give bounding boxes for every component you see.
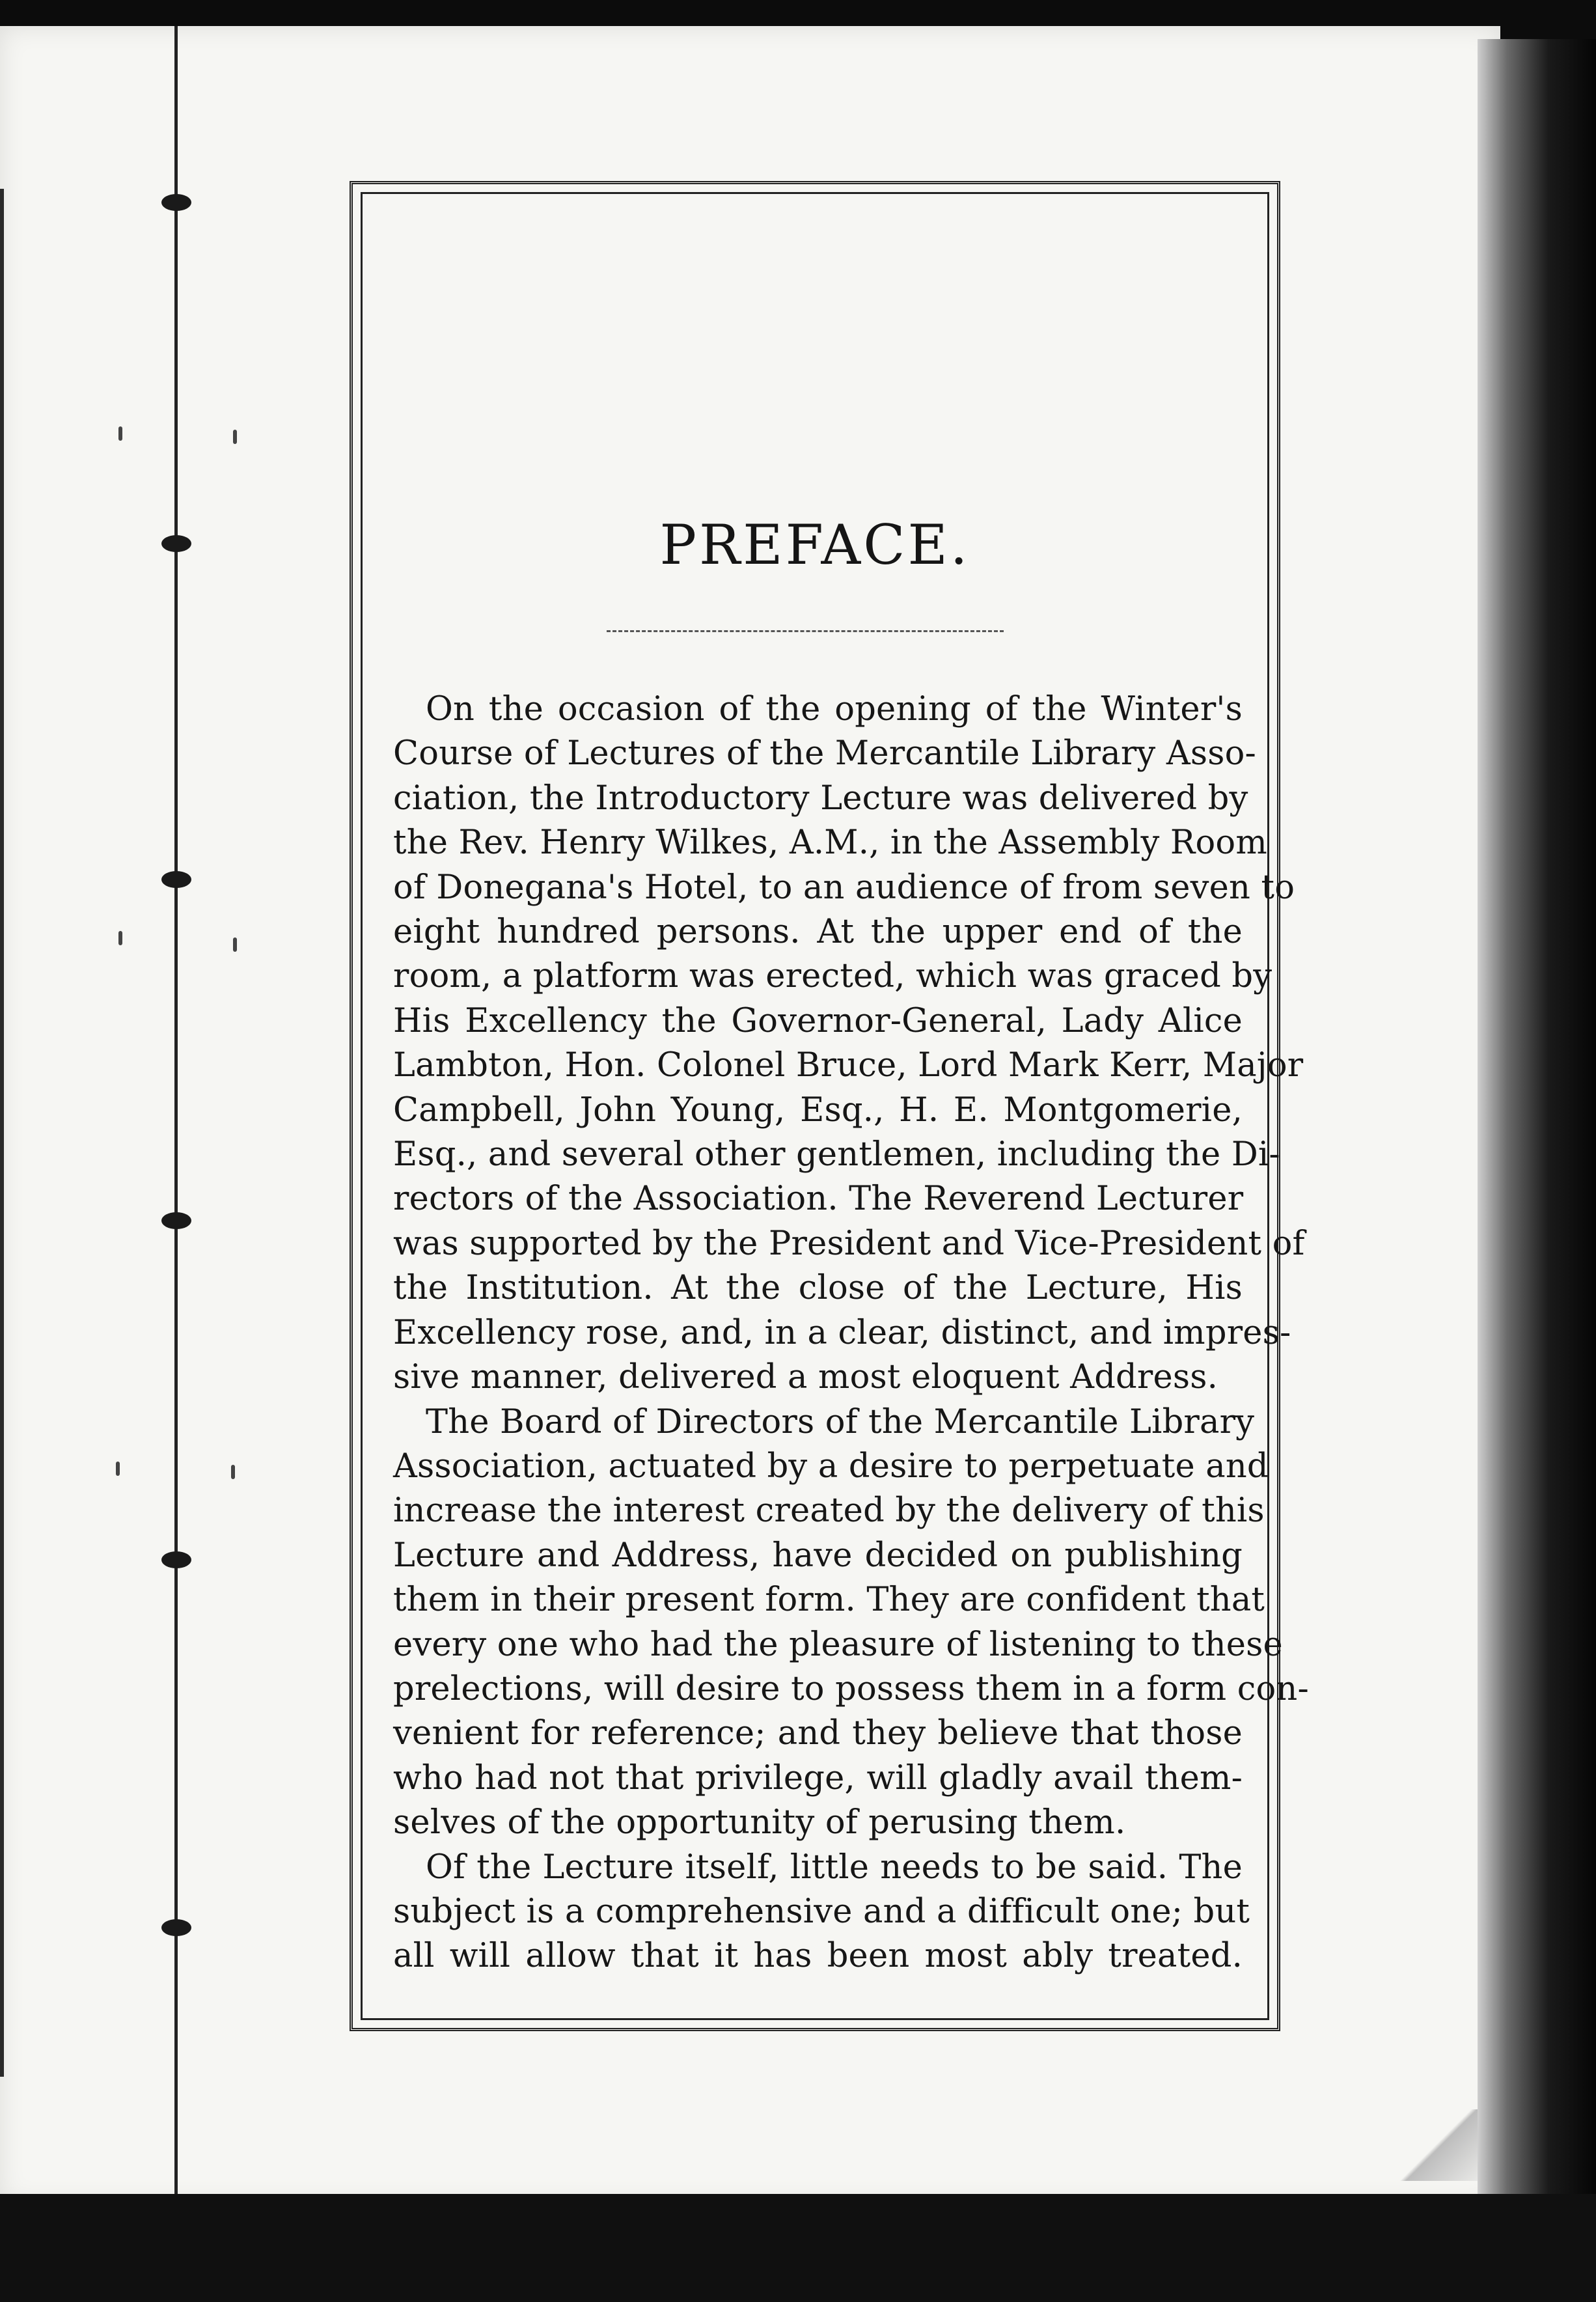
binding-stitch (161, 1551, 191, 1568)
text-line: Esq., and several other gentlemen, including the Di- (393, 1135, 1280, 1174)
text-line: rectors of the Association. The Reverend Lecturer (393, 1180, 1244, 1219)
scan-speck (118, 931, 122, 945)
text-line: room, a platform was erected, which was graced by (393, 957, 1273, 996)
scan-speck (118, 426, 122, 441)
text-line: all will allow that it has been most ably treated. (393, 1937, 1243, 1976)
binding-stitch (161, 535, 191, 552)
text-line: every one who had the pleasure of listening to these (393, 1625, 1283, 1664)
text-line: eight hundred persons. At the upper end of the (393, 913, 1243, 952)
text-line: Of the Lecture itself, little needs to be said. The (426, 1848, 1243, 1887)
text-line: the Rev. Henry Wilkes, A.M., in the Assembly Room (393, 824, 1267, 863)
page-bottom-shadow (0, 2194, 1596, 2302)
paragraph (393, 1400, 1309, 1846)
text-line: the Institution. At the close of the Lecture, His (393, 1269, 1243, 1308)
scan-speck (231, 1465, 235, 1479)
text-line: Course of Lectures of the Mercantile Library Asso- (393, 734, 1256, 773)
text-line: venient for reference; and they believe that those (393, 1714, 1243, 1753)
binding-line (174, 26, 178, 2194)
page-title: PREFACE. (659, 513, 970, 577)
text-line: of Donegana's Hotel, to an audience of from seven to (393, 868, 1295, 907)
paragraph (393, 687, 1305, 1400)
page-edge-shadow (1478, 39, 1596, 2207)
left-edge-line (0, 189, 4, 2077)
text-line: His Excellency the Governor-General, Lady Alice (393, 1001, 1243, 1040)
text-line: was supported by the President and Vice-President of (393, 1224, 1305, 1263)
binding-stitch (161, 871, 191, 888)
title-rule (607, 630, 1004, 632)
text-line: sive manner, delivered a most eloquent Address. (393, 1358, 1218, 1397)
binding-stitch (161, 194, 191, 211)
text-frame (350, 181, 1309, 2031)
text-line: subject is a comprehensive and a difficult one; but (393, 1892, 1250, 1931)
folded-corner (1399, 2109, 1478, 2181)
text-line: them in their present form. They are confident that (393, 1581, 1265, 1620)
text-line: Lecture and Address, have decided on publishing (393, 1536, 1243, 1575)
text-line: The Board of Directors of the Mercantile Library (426, 1402, 1255, 1441)
text-line: ciation, the Introductory Lecture was delivered by (393, 779, 1248, 818)
text-line: increase the interest created by the delivery of this (393, 1491, 1265, 1531)
text-line: selves of the opportunity of perusing them. (393, 1803, 1126, 1842)
binding-stitch (161, 1212, 191, 1229)
text-line: Campbell, John Young, Esq., H. E. Montgomerie, (393, 1090, 1243, 1130)
binding-stitch (161, 1919, 191, 1936)
scan-speck (233, 430, 237, 444)
text-line: who had not that privilege, will gladly avail them- (393, 1758, 1243, 1797)
text-line: Lambton, Hon. Colonel Bruce, Lord Mark Kerr, Major (393, 1046, 1304, 1085)
scan-speck (116, 1462, 120, 1476)
text-line: prelections, will desire to possess them in a form con- (393, 1669, 1309, 1708)
text-line: Excellency rose, and, in a clear, distinct, and impres- (393, 1313, 1291, 1352)
text-line: Association, actuated by a desire to perpetuate and (393, 1447, 1269, 1486)
scan-speck (233, 937, 237, 952)
paragraph (393, 1846, 1250, 1979)
text-line: On the occasion of the opening of the Winter's (426, 690, 1243, 728)
preface-body (393, 687, 1309, 1979)
